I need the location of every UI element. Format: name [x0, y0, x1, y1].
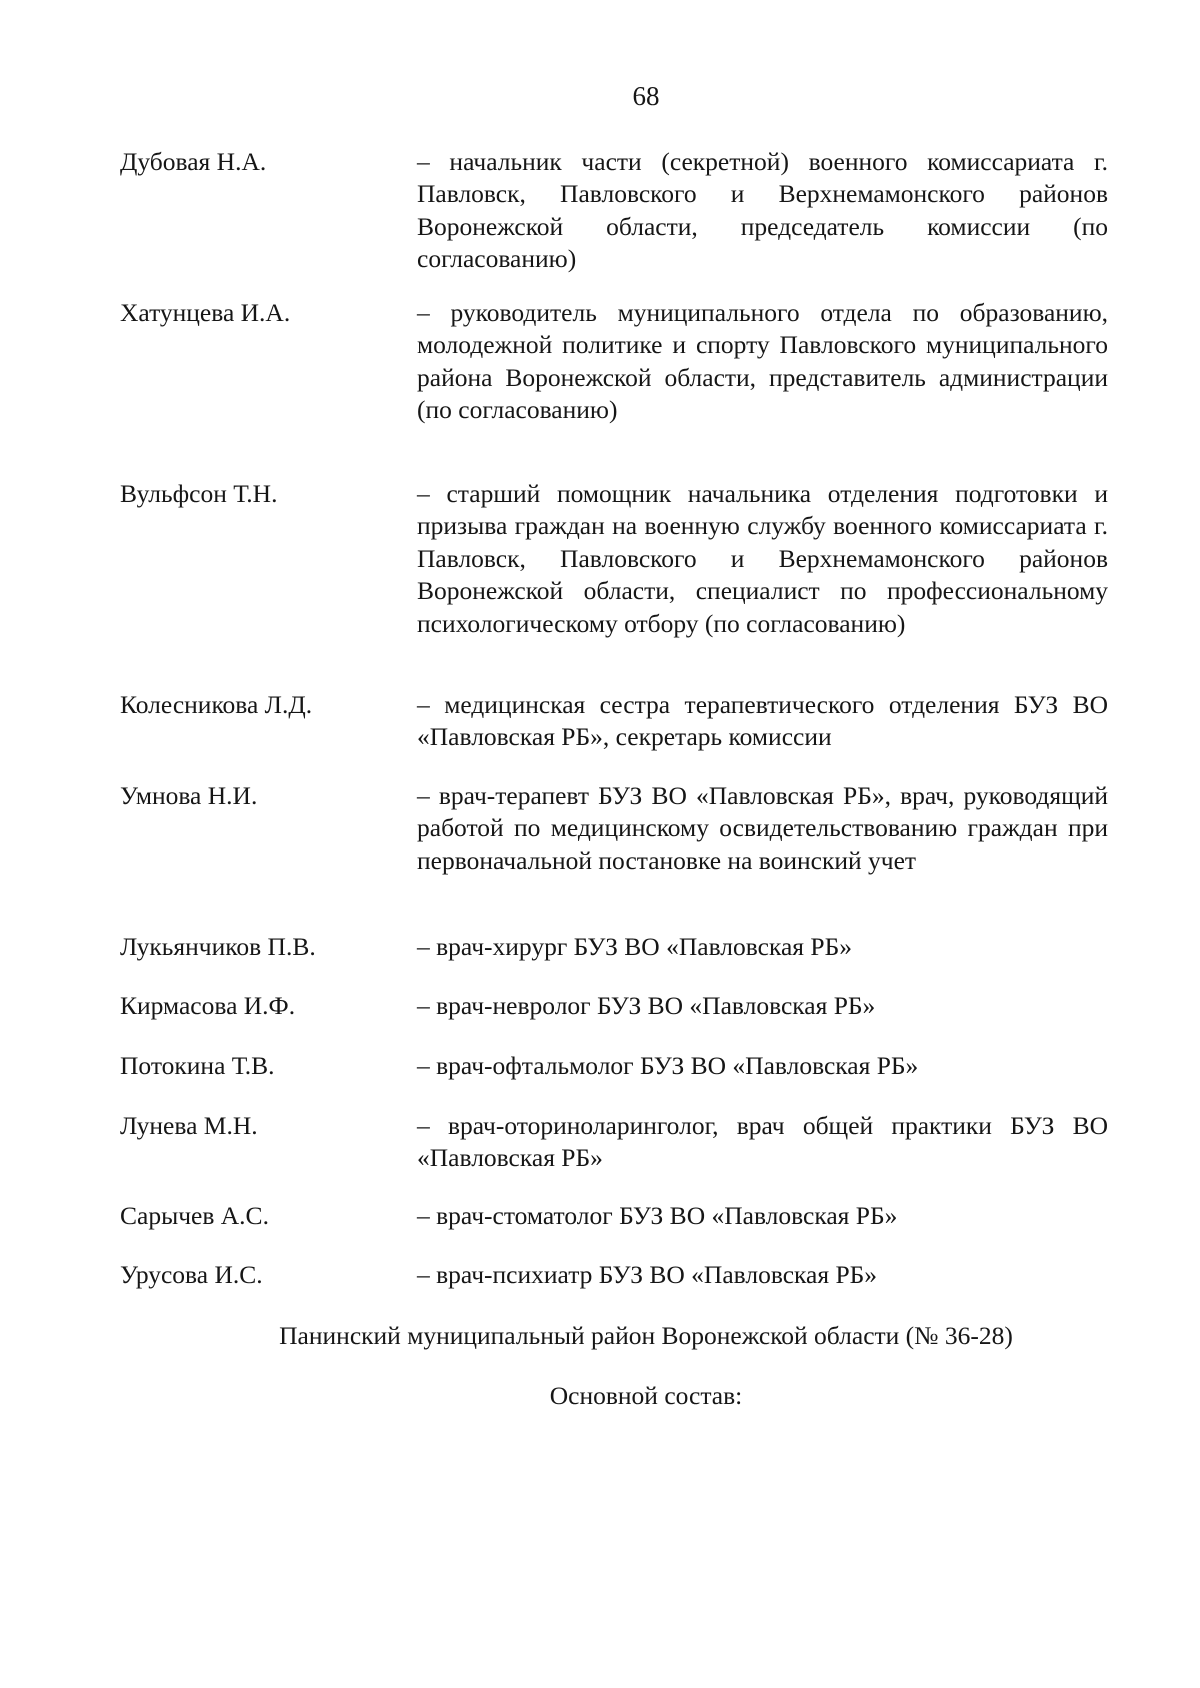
member-role: – врач-офтальмолог БУЗ ВО «Павловская РБ» [417, 1051, 919, 1080]
member-name: Лунева М.Н. [120, 1111, 258, 1140]
member-name: Хатунцева И.А. [120, 298, 291, 327]
member-role: – старший помощник начальника отделения подготовки и призыва граждан на военную службу военного комиссариата г. Павловск, Павловского и Верхнемамонского районов Воронежской области, специалист по профессиональному психологическому отбору (по согласованию) [417, 479, 1108, 638]
member-name: Лукьянчиков П.В. [120, 932, 316, 961]
member-role: – врач-хирург БУЗ ВО «Павловская РБ» [417, 932, 852, 961]
member-role: – руководитель муниципального отдела по образованию, молодежной политике и спорту Павловского муниципального района Воронежской области, представитель администрации (по согласованию) [417, 298, 1108, 425]
page-number: 68 [632, 81, 660, 111]
member-role: – врач-терапевт БУЗ ВО «Павловская РБ», врач, руководящий работой по медицинскому освидетельствованию граждан при первоначальной постановке на воинский учет [417, 781, 1108, 875]
member-name: Вульфсон Т.Н. [120, 479, 278, 508]
member-role: – врач-психиатр БУЗ ВО «Павловская РБ» [417, 1260, 878, 1289]
member-name: Урусова И.С. [120, 1260, 263, 1289]
member-role: – врач-невролог БУЗ ВО «Павловская РБ» [417, 991, 876, 1020]
member-role: – врач-стоматолог БУЗ ВО «Павловская РБ» [417, 1201, 898, 1230]
member-role: – начальник части (секретной) военного комиссариата г. Павловск, Павловского и Верхнемамонского районов Воронежской области, председатель комиссии (по согласованию) [417, 147, 1108, 274]
district-heading: Панинский муниципальный район Воронежской области (№ 36-28) [279, 1321, 1013, 1350]
member-name: Кирмасова И.Ф. [120, 991, 296, 1020]
member-name: Дубовая Н.А. [120, 147, 267, 176]
member-name: Сарычев А.С. [120, 1201, 269, 1230]
member-name: Умнова Н.И. [120, 781, 258, 810]
member-name: Колесникова Л.Д. [120, 690, 313, 719]
member-role: – медицинская сестра терапевтического отделения БУЗ ВО «Павловская РБ», секретарь комиссии [417, 690, 1108, 752]
member-role: – врач-оториноларинголог, врач общей практики БУЗ ВО «Павловская РБ» [417, 1111, 1108, 1173]
composition-heading: Основной состав: [549, 1381, 743, 1410]
member-name: Потокина Т.В. [120, 1051, 275, 1080]
